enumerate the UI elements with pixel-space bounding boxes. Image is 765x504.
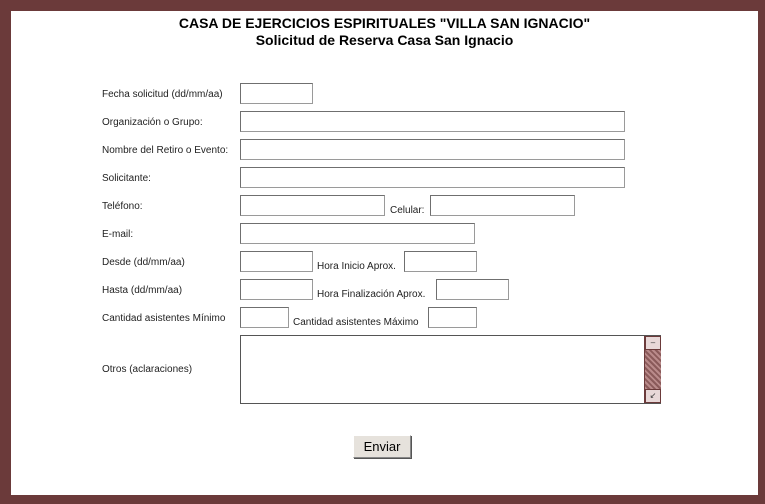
email-input[interactable] — [240, 223, 475, 244]
hora-fin-input[interactable] — [436, 279, 509, 300]
nombre-evento-input[interactable] — [240, 139, 625, 160]
scroll-down-icon[interactable]: ↙ — [645, 389, 661, 403]
solicitante-input[interactable] — [240, 167, 625, 188]
organizacion-label: Organización o Grupo: — [102, 117, 203, 128]
fecha-input[interactable] — [240, 83, 313, 104]
otros-textarea[interactable] — [240, 335, 661, 404]
telefono-input[interactable] — [240, 195, 385, 216]
telefono-label: Teléfono: — [102, 201, 143, 212]
nombre-evento-label: Nombre del Retiro o Evento: — [102, 145, 229, 156]
form-panel — [11, 11, 758, 495]
hasta-label: Hasta (dd/mm/aa) — [102, 285, 183, 296]
cantidad-minimo-label: Cantidad asistentes Mínimo — [102, 313, 226, 324]
hasta-input[interactable] — [240, 279, 313, 300]
enviar-button[interactable]: Enviar — [353, 435, 411, 458]
desde-label: Desde (dd/mm/aa) — [102, 257, 185, 268]
otros-label: Otros (aclaraciones) — [102, 364, 193, 375]
hora-inicio-input[interactable] — [404, 251, 477, 272]
otros-scrollbar[interactable] — [644, 336, 661, 403]
scroll-up-icon[interactable]: – — [645, 336, 661, 350]
page-title: CASA DE EJERCICIOS ESPIRITUALES "VILLA SAN IGNACIO" — [178, 15, 591, 31]
cantidad-maximo-input[interactable] — [428, 307, 477, 328]
organizacion-input[interactable] — [240, 111, 625, 132]
celular-label: Celular: — [390, 205, 425, 216]
hora-fin-label: Hora Finalización Aprox. — [317, 289, 426, 300]
fecha-label: Fecha solicitud (dd/mm/aa) — [102, 89, 223, 100]
cantidad-minimo-input[interactable] — [240, 307, 289, 328]
email-label: E-mail: — [102, 229, 134, 240]
page-subtitle: Solicitud de Reserva Casa San Ignacio — [255, 32, 514, 48]
celular-input[interactable] — [430, 195, 575, 216]
solicitante-label: Solicitante: — [102, 173, 151, 184]
desde-input[interactable] — [240, 251, 313, 272]
cantidad-maximo-label: Cantidad asistentes Máximo — [293, 317, 419, 328]
hora-inicio-label: Hora Inicio Aprox. — [317, 261, 396, 272]
